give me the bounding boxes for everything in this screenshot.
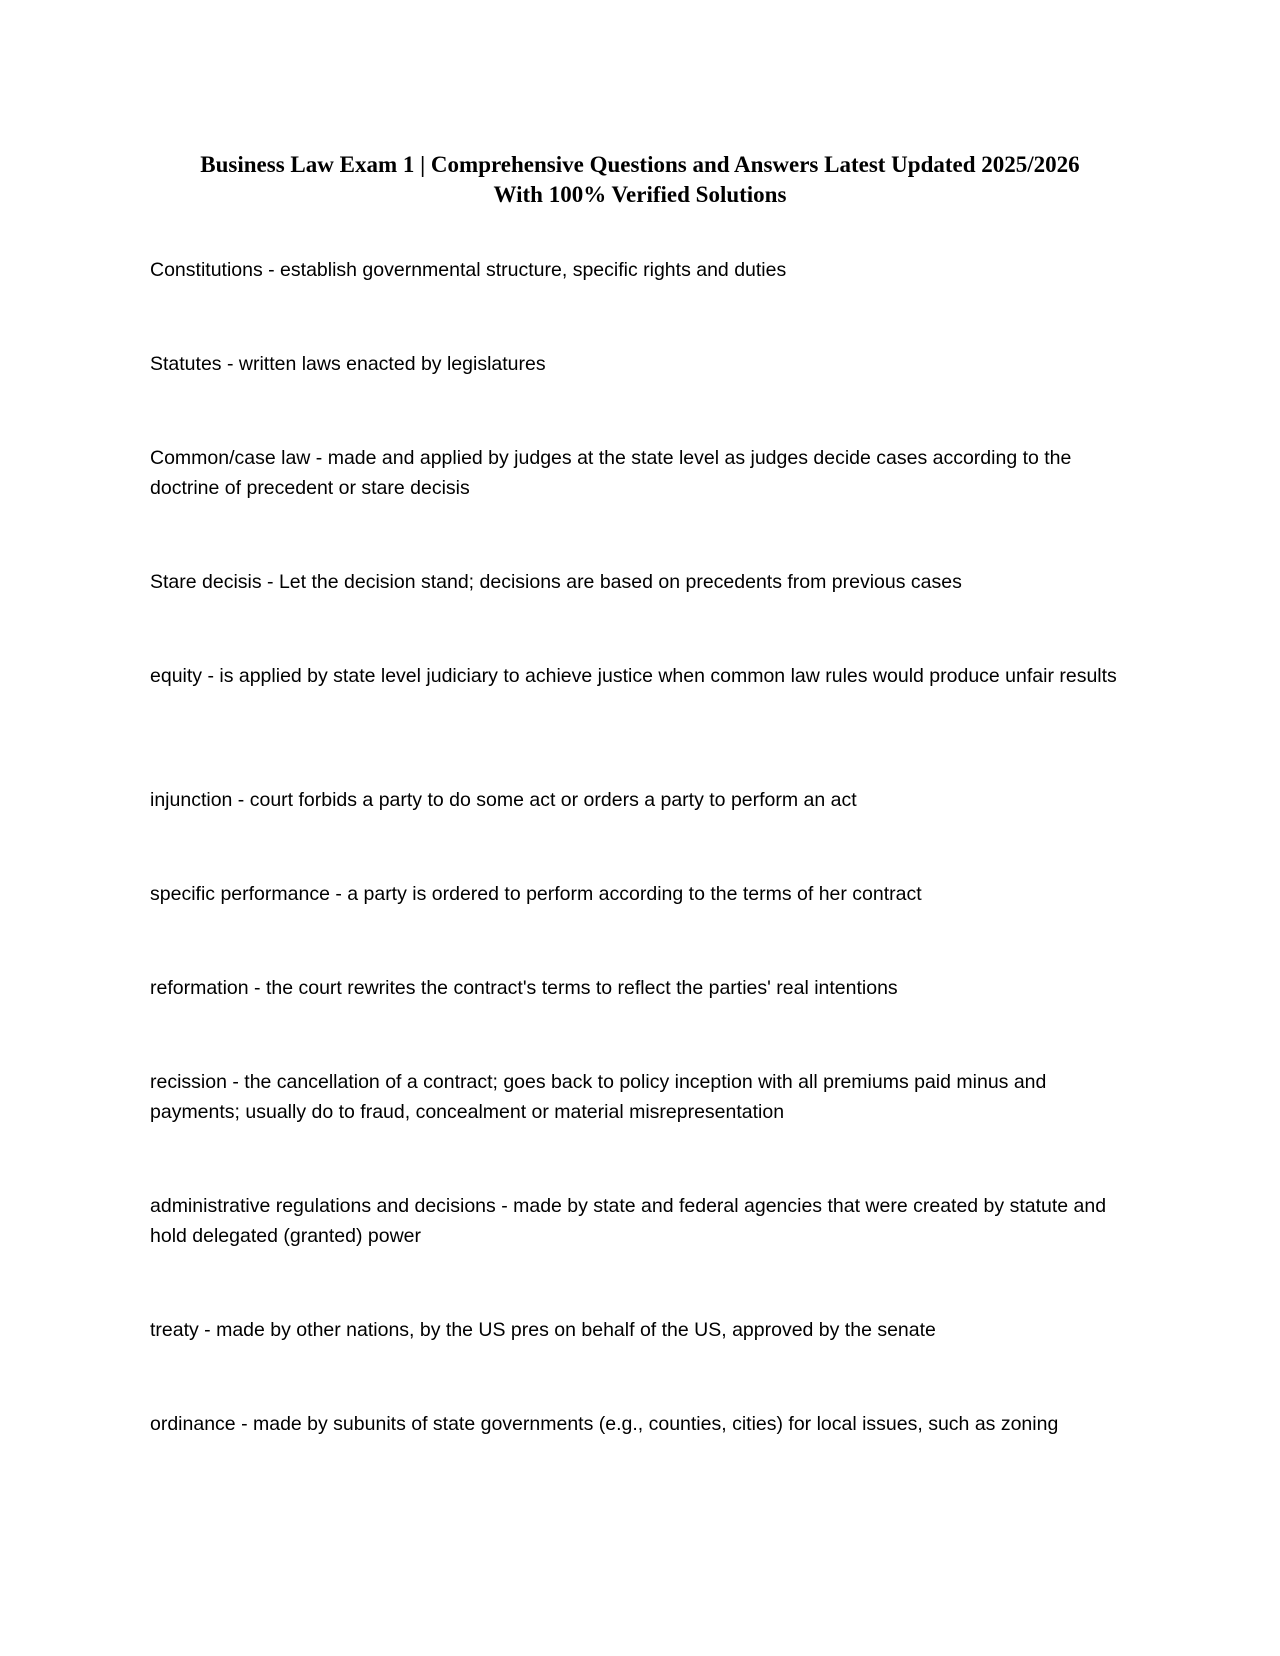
entry-common-case-law: Common/case law - made and applied by judges at the state level as judges decide cases according to the doctrine of precedent or stare decisis (150, 447, 1072, 499)
entry-ordinance: ordinance - made by subunits of state governments (e.g., counties, cities) for local issues, such as zoning (150, 1413, 1059, 1435)
entry-stare-decisis: Stare decisis - Let the decision stand; decisions are based on precedents from previous cases (150, 571, 962, 593)
entry-injunction: injunction - court forbids a party to do some act or orders a party to perform an act (150, 789, 857, 811)
entry-recission: recission - the cancellation of a contract; goes back to policy inception with all premiums paid minus and payments; usually do to fraud, concealment or material misrepresentation (150, 1071, 1047, 1123)
document-title (130, 150, 1150, 210)
entry-constitutions: Constitutions - establish governmental structure, specific rights and duties (150, 259, 787, 281)
title-line-2: With 100% Verified Solutions (493, 182, 787, 207)
entry-specific-performance: specific performance - a party is ordered to perform according to the terms of her contract (150, 883, 922, 905)
title-line-1: Business Law Exam 1 | Comprehensive Questions and Answers Latest Updated 2025/2026 (200, 152, 1080, 177)
entry-statutes: Statutes - written laws enacted by legislatures (150, 353, 546, 375)
entry-administrative-regulations: administrative regulations and decisions - made by state and federal agencies that were created by statute and hold delegated (granted) power (150, 1195, 1107, 1247)
entry-treaty: treaty - made by other nations, by the US pres on behalf of the US, approved by the senate (150, 1319, 936, 1341)
entry-equity: equity - is applied by state level judiciary to achieve justice when common law rules would produce unfair results (150, 665, 1117, 687)
entry-reformation: reformation - the court rewrites the contract's terms to reflect the parties' real intentions (150, 977, 898, 999)
